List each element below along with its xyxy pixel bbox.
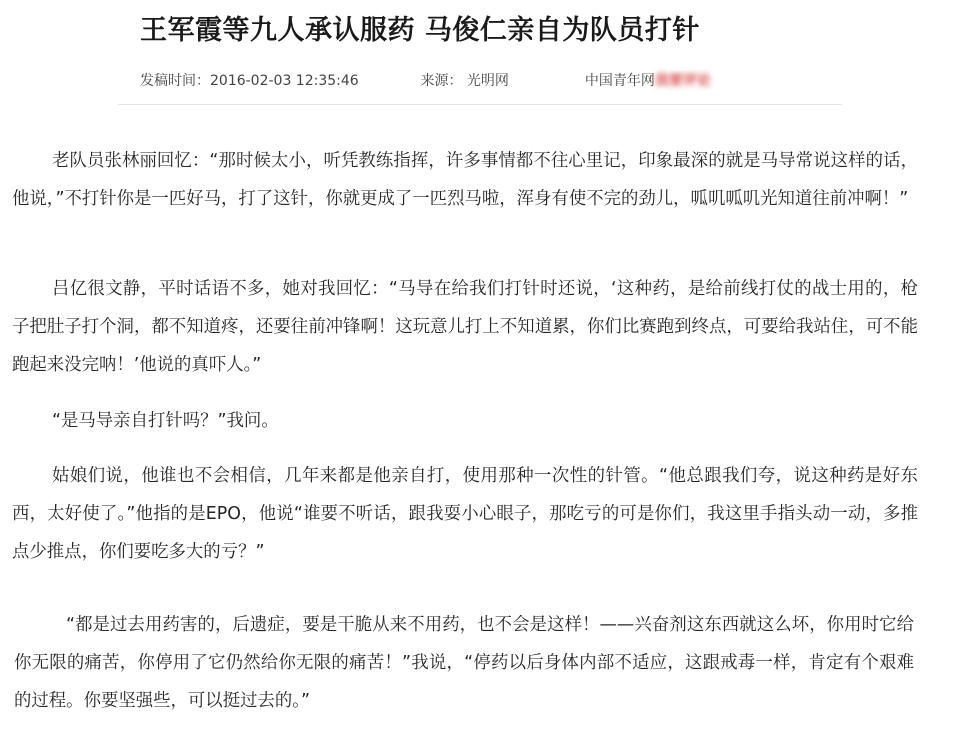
partner-site (585, 70, 711, 90)
paragraph-5: “都是过去用药害的，后遗症，要是干脆从来不用药，也不会是这样！——兴奋剂这东西就这么坏，你用时它给你无限的痛苦，你停用了它仍然给你无限的痛苦！”我说，“停药以后身体内部不适应，这跟戒毒一样，肯定有个艰难的过程。你要坚强些，可以挺过去的。” (14, 615, 914, 711)
article-title: 王军霞等九人承认服药 马俊仁亲自为队员打针 (140, 15, 700, 46)
meta-divider (118, 104, 842, 105)
paragraph-2: 吕亿很文静，平时话语不多，她对我回忆：“马导在给我们打针时还说，‘这种药，是给前线打仗的战士用的，枪子把肚子打个洞，都不知道疼，还要往前冲锋啊！这玩意儿打上不知道累，你们比赛跑到终点，可要给我站住，可不能跑起来没完呐！’他说的真吓人。” (12, 279, 918, 375)
source-label: 来源： 光明网 (420, 73, 509, 89)
paragraph-4: 姑娘们说，他谁也不会相信，几年来都是他亲自打，使用那种一次性的针管。“他总跟我们夸，说这种药是好东西，太好使了。”他指的是EPO，他说“谁要不听话，跟我耍小心眼子，那吃亏的可是你们，我这里手指头动一动，多推点少推点，你们要吃多大的亏？” (12, 466, 918, 562)
paragraph-3: “是马导亲自打针吗？”我问。 (52, 411, 279, 431)
publish-time: 发稿时间：2016-02-03 12:35:46 (140, 73, 359, 89)
comment-link[interactable]: 我要评论 (654, 73, 711, 89)
article-meta (140, 70, 711, 90)
partner-name: 中国青年网 (584, 73, 655, 89)
paragraph-1: 老队员张林丽回忆：“那时候太小，听凭教练指挥，许多事情都不往心里记，印象最深的就是马导常说这样的话，他说，”不打针你是一匹好马，打了这针，你就更成了一匹烈马啦，浑身有使不完的劲儿，呱叽呱叽光知道往前冲啊！” (12, 151, 918, 209)
